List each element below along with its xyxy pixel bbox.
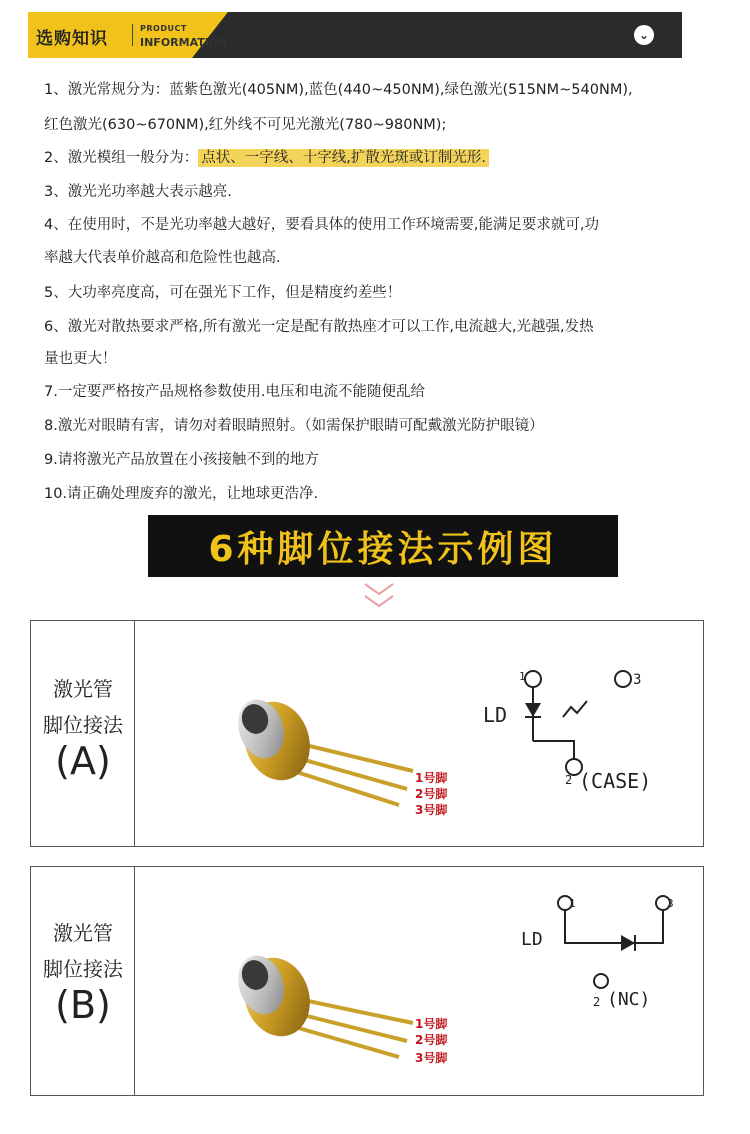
pinout-label-code: (A) xyxy=(55,739,111,783)
banner-title: 6种脚位接法示例图 xyxy=(208,529,558,570)
list-item: 4、在使用时，不是光功率越大越好，要看具体的使用工作环境需要,能满足要求就可,功 xyxy=(44,217,599,233)
schematic-ld: LD xyxy=(521,929,543,950)
pinout-label-column xyxy=(31,867,135,1095)
pin-label-2: 2号脚 xyxy=(415,787,448,801)
list-item: 6、激光对散热要求严格,所有激光一定是配有散热座才可以工作,电流越大,光越强,发热 xyxy=(44,319,594,335)
pin-label-2: 2号脚 xyxy=(415,1033,448,1047)
schematic-case: (NC) xyxy=(607,989,651,1010)
header-title: 选购知识 xyxy=(36,29,108,49)
schematic-pin2: 2 xyxy=(593,995,601,1009)
pinout-label-line1: 激光管 xyxy=(53,921,113,945)
list-item-text: 2、激光模组一般分为： xyxy=(44,150,199,166)
pinout-card-b xyxy=(30,866,704,1096)
list-item: 红色激光(630~670NM),红外线不可见光激光(780~980NM); xyxy=(44,117,447,133)
section-header xyxy=(28,12,682,58)
header-subtitle-1: PRODUCT xyxy=(140,24,187,33)
pin-label-3: 3号脚 xyxy=(415,1051,448,1065)
pinout-banner xyxy=(148,515,618,577)
list-item: 3、激光光功率越大表示越亮. xyxy=(44,184,232,200)
schematic-pin3: 3 xyxy=(667,897,674,910)
list-item: 7.一定要严格按产品规格参数使用.电压和电流不能随便乱给 xyxy=(44,384,425,400)
pinout-label-line2: 脚位接法 xyxy=(43,957,123,981)
pin-label-1: 1号脚 xyxy=(415,771,448,785)
pinout-label-code: (B) xyxy=(55,983,111,1027)
header-divider xyxy=(132,24,133,46)
schematic-pin1: 1 xyxy=(569,897,576,910)
list-item: 10.请正确处理废弃的激光，让地球更浩净. xyxy=(44,486,319,502)
pin-label-3: 3号脚 xyxy=(415,803,448,817)
list-item: 率越大代表单价越高和危险性也越高. xyxy=(44,250,281,266)
schematic-pin3: 3 xyxy=(633,672,642,688)
pin-label-1: 1号脚 xyxy=(415,1017,448,1031)
pinout-label-line1: 激光管 xyxy=(53,677,113,701)
list-item: 1、激光常规分为：蓝紫色激光(405NM),蓝色(440~450NM),绿色激光(515NM~540NM), xyxy=(44,82,633,98)
double-chevron-down-icon xyxy=(362,582,396,612)
highlight-text: 点状、一字线、十字线,扩散光斑或订制光形. xyxy=(198,149,489,167)
chevron-down-circle-icon[interactable]: ⌄ xyxy=(634,25,654,45)
list-item xyxy=(44,146,489,167)
schematic-pin1: 1 xyxy=(519,670,526,683)
pinout-label-line2: 脚位接法 xyxy=(43,713,123,737)
list-item: 9.请将激光产品放置在小孩接触不到的地方 xyxy=(44,452,319,468)
list-item: 5、大功率亮度高，可在强光下工作，但是精度约差些！ xyxy=(44,285,402,301)
laser-diode-photo xyxy=(211,927,441,1087)
schematic-ld: LD xyxy=(483,703,508,727)
list-item: 量也更大！ xyxy=(44,351,117,367)
pinout-label-column xyxy=(31,621,135,846)
schematic-pin2: 2 xyxy=(565,773,573,787)
list-item: 8.激光对眼睛有害，请勿对着眼睛照射。（如需保护眼睛可配戴激光防护眼镜） xyxy=(44,418,544,434)
pinout-card-a xyxy=(30,620,704,847)
laser-diode-photo xyxy=(211,671,441,831)
schematic-case: (CASE) xyxy=(579,769,652,793)
header-subtitle-2: INFORMATION xyxy=(140,36,228,49)
